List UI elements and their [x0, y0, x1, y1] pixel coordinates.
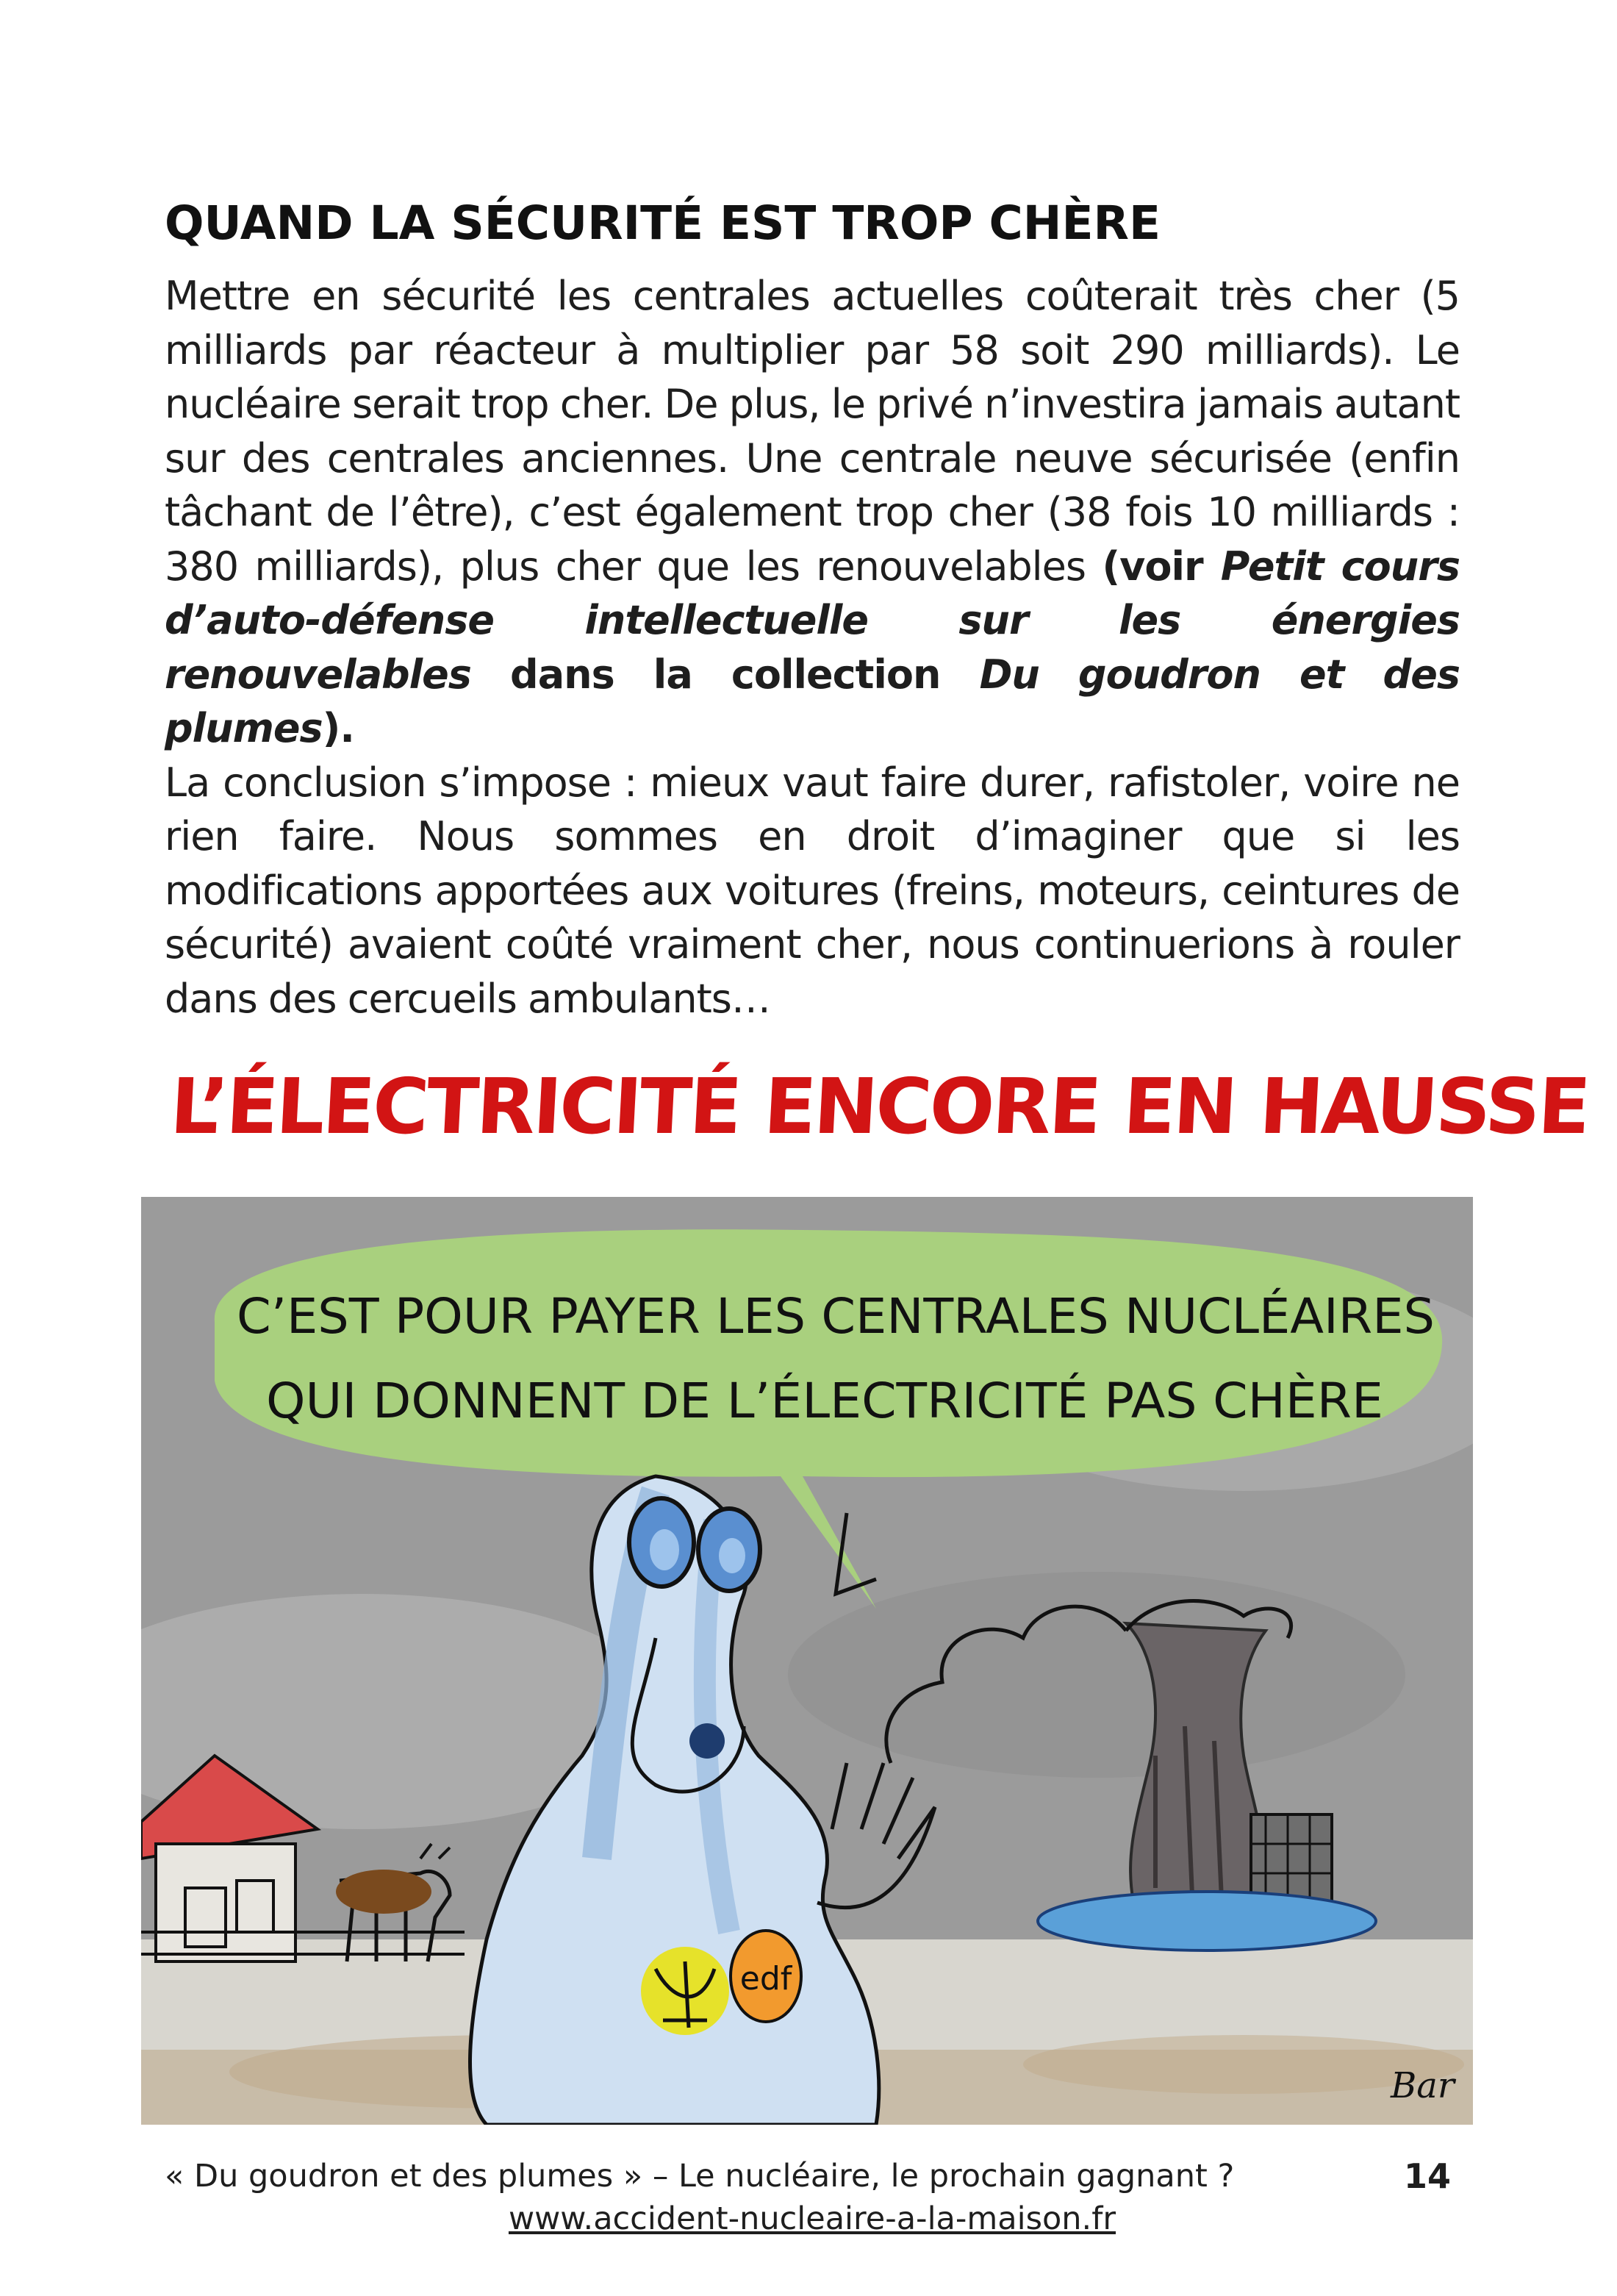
- speech-line-1: C’EST POUR PAYER LES CENTRALES NUCLÉAIRES: [237, 1288, 1419, 1345]
- speech-line-2: QUI DONNENT DE L’ÉLECTRICITÉ PAS CHÈRE: [266, 1373, 1350, 1429]
- water-puddle: [1038, 1892, 1376, 1950]
- footer-title: « Du goudron et des plumes » – Le nucléaire, le prochain gagnant ?: [165, 2158, 1235, 2195]
- edf-badge-text: edf: [739, 1960, 792, 1998]
- reference-collection: Du goudron et des plumes: [165, 651, 1460, 751]
- reference-note: (voir Petit cours d’auto-défense intellectuelle sur les énergies renouvelables dans la collection Du goudron et des plumes).: [165, 543, 1460, 751]
- page-heading: QUAND LA SÉCURITÉ EST TROP CHÈRE: [165, 196, 1161, 251]
- paragraph-2: La conclusion s’impose : mieux vaut faire durer, rafistoler, voire ne rien faire. Nous sommes en droit d’imaginer que si les modifications apportées aux voitures (freins, moteurs, ceintures de sécurité) avaient coûté vraiment cher, nous continuerions à rouler dans des cercueils ambulants…: [165, 759, 1460, 1022]
- artist-signature: Bar: [1391, 2065, 1455, 2106]
- footer-url-link[interactable]: www.accident-nucleaire-a-la-maison.fr: [508, 2200, 1116, 2237]
- cartoon-illustration: [141, 1197, 1473, 2125]
- paragraph-1-text: Mettre en sécurité les centrales actuelles coûterait très cher (5 milliards par réacteur à multiplier par 58 soit 290 milliards). Le nucléaire serait trop cher. De plus, le privé n’investira jamais autant sur des centrales anciennes. Une centrale neuve sécurisée (enfin tâchant de l’être), c’est également trop cher (38 fois 10 milliards : 380 milliards), plus cher que les renouvelables: [165, 273, 1460, 590]
- reference-title: Petit cours d’auto-défense intellectuelle sur les énergies renouvelables: [165, 543, 1460, 698]
- page-number: 14: [1403, 2156, 1451, 2196]
- cartoon-title: L’ÉLECTRICITÉ ENCORE EN HAUSSE: [168, 1062, 1591, 1151]
- article-body: [165, 269, 1460, 1026]
- footer: [165, 2156, 1460, 2197]
- paragraph-1: [165, 269, 1460, 756]
